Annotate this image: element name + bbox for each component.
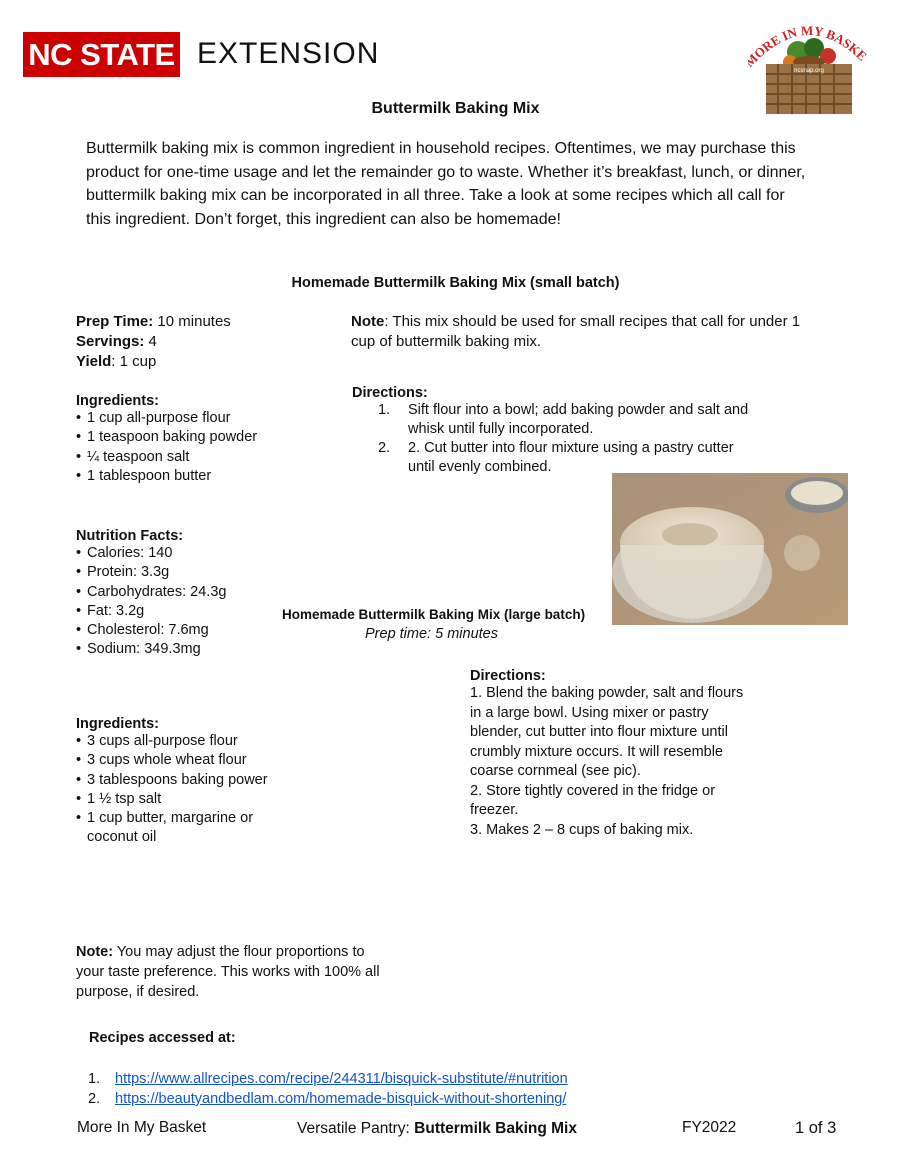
list-item: • 1 cup all-purpose flour: [76, 409, 286, 428]
large-batch-heading: Homemade Buttermilk Baking Mix (large batch): [282, 607, 586, 622]
small-batch-ingredients: [76, 393, 286, 486]
list-item: • 1 ½ tsp salt: [76, 790, 276, 809]
prep-time-value: 10 minutes: [157, 313, 231, 330]
direction-step: 3. Makes 2 – 8 cups of baking mix.: [470, 821, 694, 838]
list-item: 2. 2. Cut butter into flour mixture using a pastry cutter until evenly combined.: [378, 440, 734, 475]
small-batch-note: [351, 312, 811, 352]
large-batch-directions: [470, 668, 755, 840]
source-link[interactable]: https://www.allrecipes.com/recipe/244311/bisquick-substitute/#nutrition: [115, 1071, 568, 1087]
list-item: • Protein: 3.3g: [76, 563, 286, 582]
footer-center: Versatile Pantry: Buttermilk Baking Mix: [297, 1120, 577, 1137]
source-link[interactable]: https://beautyandbedlam.com/homemade-bisquick-without-shortening/: [115, 1091, 567, 1107]
note-label: Note:: [76, 944, 114, 960]
small-batch-directions: [352, 385, 762, 477]
baking-mix-photo: [612, 473, 848, 625]
large-batch-prep-time: Prep time: 5 minutes: [365, 626, 498, 642]
list-item: • ¼ teaspoon salt: [76, 448, 286, 467]
note-text: : This mix should be used for small recipes that call for under 1 cup of buttermilk baking mix.: [351, 313, 801, 350]
sources-heading: Recipes accessed at:: [89, 1030, 236, 1046]
list-item: • 1 teaspoon baking powder: [76, 428, 286, 447]
extension-logo-text: EXTENSION: [197, 37, 380, 70]
list-item: • Fat: 3.2g: [76, 602, 286, 621]
large-batch-ingredients: [76, 716, 276, 848]
list-item: 2. https://beautyandbedlam.com/homemade-bisquick-without-shortening/: [88, 1091, 567, 1107]
list-item: • 1 cup butter, margarine or coconut oil: [76, 809, 276, 848]
list-item: • Sodium: 349.3mg: [76, 640, 286, 659]
nutrition-facts: [76, 528, 286, 660]
direction-step: 1. Blend the baking powder, salt and flours in a large bowl. Using mixer or pastry blender, cut butter into flour mixture until crumbly mixture occurs. It will resemble coarse cornmeal (see pic).: [470, 685, 744, 779]
ingredients-heading: Ingredients:: [76, 393, 159, 409]
page-title: Buttermilk Baking Mix: [371, 100, 540, 117]
large-batch-note: [76, 942, 396, 1002]
page-number: 1 of 3: [795, 1119, 837, 1137]
ingredients-heading: Ingredients:: [76, 716, 159, 732]
servings-value: 4: [148, 333, 157, 350]
footer-year: FY2022: [682, 1119, 737, 1136]
list-item: • Carbohydrates: 24.3g: [76, 583, 286, 602]
direction-step: 2. Store tightly covered in the fridge or freezer.: [470, 782, 716, 818]
list-item: • 3 cups all-purpose flour: [76, 732, 276, 751]
basket-logo-arc-text: ORE IN MY BASKE: [750, 22, 870, 64]
list-item: • 3 tablespoons baking power: [76, 771, 276, 790]
note-label: Note: [351, 313, 385, 330]
list-item: 1. https://www.allrecipes.com/recipe/244311/bisquick-substitute/#nutrition: [88, 1071, 568, 1087]
small-batch-heading: Homemade Buttermilk Baking Mix (small batch): [291, 275, 620, 291]
directions-heading: Directions:: [352, 385, 428, 401]
list-item: • Calories: 140: [76, 544, 286, 563]
nutrition-heading: Nutrition Facts:: [76, 528, 184, 544]
yield-value: : 1 cup: [111, 353, 157, 370]
intro-paragraph: Buttermilk baking mix is common ingredient in household recipes. Oftentimes, we may purchase this product for one-time usage and let the remainder go to waste. Whether it’s breakfast, lunch, or dinner, buttermilk baking mix can be incorporated in all three. Take a look at some recipes which all call for this ingredient. Don’t forget, this ingredient can also be homemade!: [86, 140, 806, 228]
prep-time-label: Prep Time:: [76, 313, 154, 330]
list-item: • 3 cups whole wheat flour: [76, 751, 276, 770]
small-batch-meta: [76, 312, 326, 372]
sources-list: [88, 1069, 788, 1109]
directions-heading: Directions:: [470, 668, 546, 684]
list-item: 1. Sift flour into a bowl; add baking powder and salt and whisk until fully incorporated.: [378, 402, 749, 437]
list-item: • Cholesterol: 7.6mg: [76, 621, 286, 640]
nc-state-logo: NC STATE: [23, 32, 180, 77]
basket-logo-sub-text: ncsnap.org: [794, 68, 824, 74]
list-item: • 1 tablespoon butter: [76, 467, 286, 486]
yield-label: Yield: [76, 353, 112, 370]
footer-left: More In My Basket: [77, 1119, 207, 1136]
servings-label: Servings:: [76, 333, 145, 350]
note-text: You may adjust the flour proportions to your taste preference. This works with 100% all purpose, if desired.: [76, 944, 380, 1000]
